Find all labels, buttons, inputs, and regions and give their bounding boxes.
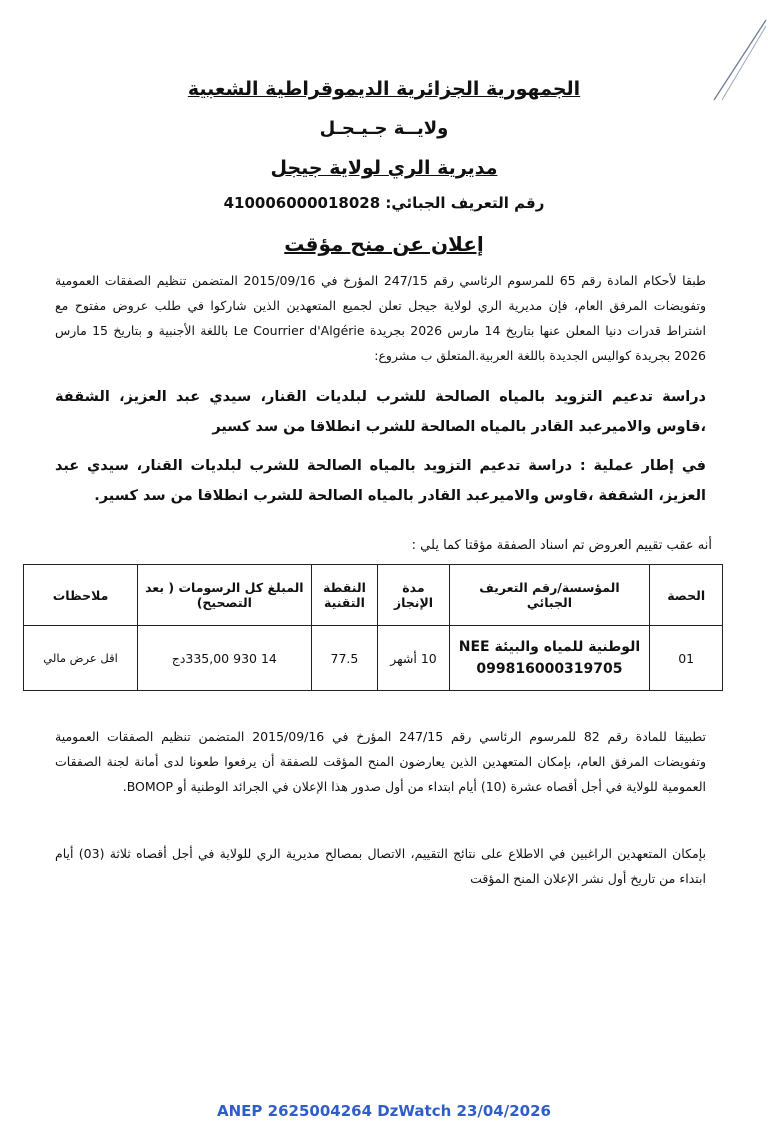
cell-lot: 01 bbox=[650, 626, 723, 691]
cell-company bbox=[449, 626, 650, 691]
wilaya-title: ولايــة جـيـجـل bbox=[319, 118, 449, 139]
table-row bbox=[24, 626, 723, 691]
table-header-row bbox=[24, 565, 723, 626]
project-title: دراسة تدعيم التزويد بالمياه الصالحة للشرب لبلديات القنار، سيدي عبد العزيز، الشقفة ،قاوس والاميرعبد القادر بالمياه الصالحة للشرب انطلاقا من سد كسير bbox=[55, 389, 706, 435]
company-name: الوطنية للمياه والبيئة NEE bbox=[458, 639, 641, 655]
col-notes: ملاحظات bbox=[24, 565, 138, 626]
directorate-title: مديرية الري لولاية جيجل bbox=[270, 157, 498, 179]
appeal-paragraph: تطبيقا للمادة رقم 82 للمرسوم الرئاسي رقم 247/15 المؤرخ في 2015/09/16 المتضمن تنظيم الصفقات العمومية وتفويضات المرفق العام، بإمكان المتعهدين الذين يعارضون المنح المؤقت للصفقة أن يرفعوا طعونا لدى أمانة لجنة الصفقات العمومية للولاية في أجل أقصاه عشرة (10) أيام ابتداء من أول صدور هذا الإعلان في الجرائد الوطنية أو BOMOP. bbox=[55, 729, 706, 794]
tax-id: رقم التعريف الجبائي: 410006000018028 bbox=[223, 194, 545, 212]
cell-duration: 10 أشهر bbox=[378, 626, 449, 691]
company-id: 099816000319705 bbox=[476, 661, 623, 677]
col-amount: المبلغ كل الرسومات ( بعد التصحيح) bbox=[138, 565, 311, 626]
award-table bbox=[23, 564, 723, 691]
publication-footer: ANEP 2625004264 DzWatch 23/04/2026 bbox=[217, 1102, 551, 1120]
intro-paragraph: طبقا لأحكام المادة رقم 65 للمرسوم الرئاسي رقم 247/15 المؤرخ في 2015/09/16 المتضمن تنظيم الصفقات العمومية وتفويضات المرفق العام، فإن مديرية الري لولاية جيجل تعلن لجميع المتعهدين الذين شاركوا في طلب عروض مفتوح مع اشتراط قدرات دنيا المعلن عنها بتاريخ 14 مارس 2026 بجريدة Le Courrier d'Algérie باللغة الأجنبية و بتاريخ 15 مارس 2026 بجريدة كواليس الجديدة باللغة العربية.المتعلق ب مشروع: bbox=[55, 273, 706, 363]
operation-title: في إطار عملية : دراسة تدعيم التزويد بالمياه الصالحة للشرب لبلديات القنار، سيدي عبد العزيز، الشقفة ،قاوس والاميرعبد القادر بالمياه الصالحة للشرب انطلاقا من سد كسير. bbox=[55, 458, 706, 504]
cell-technical-score: 77.5 bbox=[311, 626, 378, 691]
results-paragraph: بإمكان المتعهدين الراغبين في الاطلاع على نتائج التقييم، الاتصال بمصالح مديرية الري للولاية في أجل أقصاه ثلاثة (03) أيام ابتداء من تاريخ أول نشر الإعلان المنح المؤقت bbox=[55, 846, 706, 886]
table-intro: أنه عقب تقييم العروض تم اسناد الصفقة مؤقتا كما يلي : bbox=[411, 538, 712, 553]
col-technical-score: النقطة التقنية bbox=[311, 565, 378, 626]
col-company: المؤسسة/رقم التعريف الجبائي bbox=[449, 565, 650, 626]
republic-title: الجمهورية الجزائرية الديموقراطية الشعبية bbox=[187, 78, 581, 100]
col-duration: مدة الإنجاز bbox=[378, 565, 449, 626]
cell-notes: اقل عرض مالي bbox=[24, 626, 138, 691]
notice-title: إعلان عن منح مؤقت bbox=[284, 232, 484, 256]
cell-amount: 14 930 335,00دج bbox=[138, 626, 311, 691]
col-lot: الحصة bbox=[650, 565, 723, 626]
